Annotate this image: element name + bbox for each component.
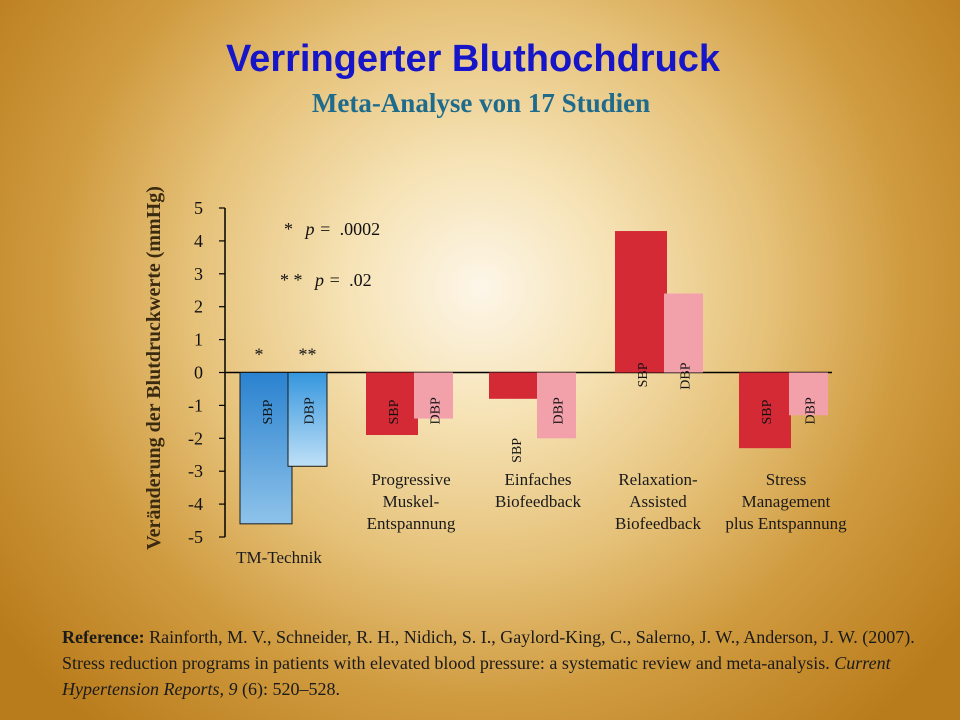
bar-dbp xyxy=(664,294,703,373)
y-tick-label: 1 xyxy=(194,329,203,350)
bar-series-label: DBP xyxy=(551,397,567,425)
bar-series-label: SBP xyxy=(510,437,525,463)
significance-marker: * xyxy=(254,344,264,365)
chart-title: Verringerter Bluthochdruck xyxy=(225,38,721,80)
category-label: Assisted xyxy=(629,492,687,511)
annotation-p-0002 xyxy=(284,219,380,239)
bar-sbp xyxy=(240,373,292,524)
reference-text: Rainforth, M. V., Schneider, R. H., Nidich, S. I., Gaylord-King, C., Salerno, J. W., Anderson, J. W. (2007). Stress reduction programs in patients with elevated blood pressure: a systematic review and meta-analysis. xyxy=(62,627,915,673)
y-tick-label: -4 xyxy=(188,494,203,515)
reference-journal: Current Hypertension Reports, 9 xyxy=(62,653,891,699)
y-tick-label: -5 xyxy=(188,527,203,547)
y-tick-label: -3 xyxy=(188,461,203,482)
reference-citation xyxy=(62,624,922,702)
significance-marker: ** xyxy=(298,344,317,365)
annotation-stars-1: * xyxy=(284,219,293,239)
bar-series-label: SBP xyxy=(261,399,276,425)
category-label: Biofeedback xyxy=(615,514,701,533)
y-axis-label: Veränderung der Blutdruckwerte (mmHg) xyxy=(143,186,165,550)
annotation-p-value-1: .0002 xyxy=(339,219,381,239)
y-tick-label: 5 xyxy=(194,198,203,218)
bar-series-label: DBP xyxy=(428,397,444,425)
category-label: Stress xyxy=(765,470,807,489)
category-label: Progressive xyxy=(371,470,451,489)
y-tick-label: 3 xyxy=(194,263,203,284)
bar-series-label: SBP xyxy=(636,362,651,388)
y-tick-label: -2 xyxy=(188,428,203,449)
y-tick-label: 0 xyxy=(194,362,203,383)
reference-label: Reference: xyxy=(62,627,145,647)
chart-subtitle: Meta-Analyse von 17 Studien xyxy=(311,88,651,118)
bar-series-label: SBP xyxy=(387,399,402,425)
y-tick-label: 2 xyxy=(194,296,203,317)
bar-sbp xyxy=(615,231,667,372)
bar-series-label: DBP xyxy=(803,397,819,425)
y-tick-label: -1 xyxy=(188,395,203,416)
annotation-p-value-2: .02 xyxy=(349,270,372,290)
y-tick-label: 4 xyxy=(194,230,203,251)
bar-sbp xyxy=(489,373,541,399)
category-label: Entspannung xyxy=(366,514,456,533)
annotation-p-02 xyxy=(280,270,372,290)
bar-series-label: DBP xyxy=(678,362,694,390)
category-label: Management xyxy=(741,492,831,511)
bar-series-label: DBP xyxy=(302,397,318,425)
annotation-stars-2: * * xyxy=(280,270,303,290)
category-label: Biofeedback xyxy=(495,492,581,511)
category-label: Einfaches xyxy=(504,470,572,489)
category-label: Muskel- xyxy=(382,492,440,511)
category-label: Relaxation- xyxy=(618,470,698,489)
reference-pages: (6): 520–528. xyxy=(241,679,340,699)
category-label: TM-Technik xyxy=(236,548,322,567)
bar-series-label: SBP xyxy=(760,399,775,425)
annotation-p-label-2: p = xyxy=(315,270,341,290)
annotation-p-label-1: p = xyxy=(305,219,332,239)
category-label: plus Entspannung xyxy=(725,514,847,533)
